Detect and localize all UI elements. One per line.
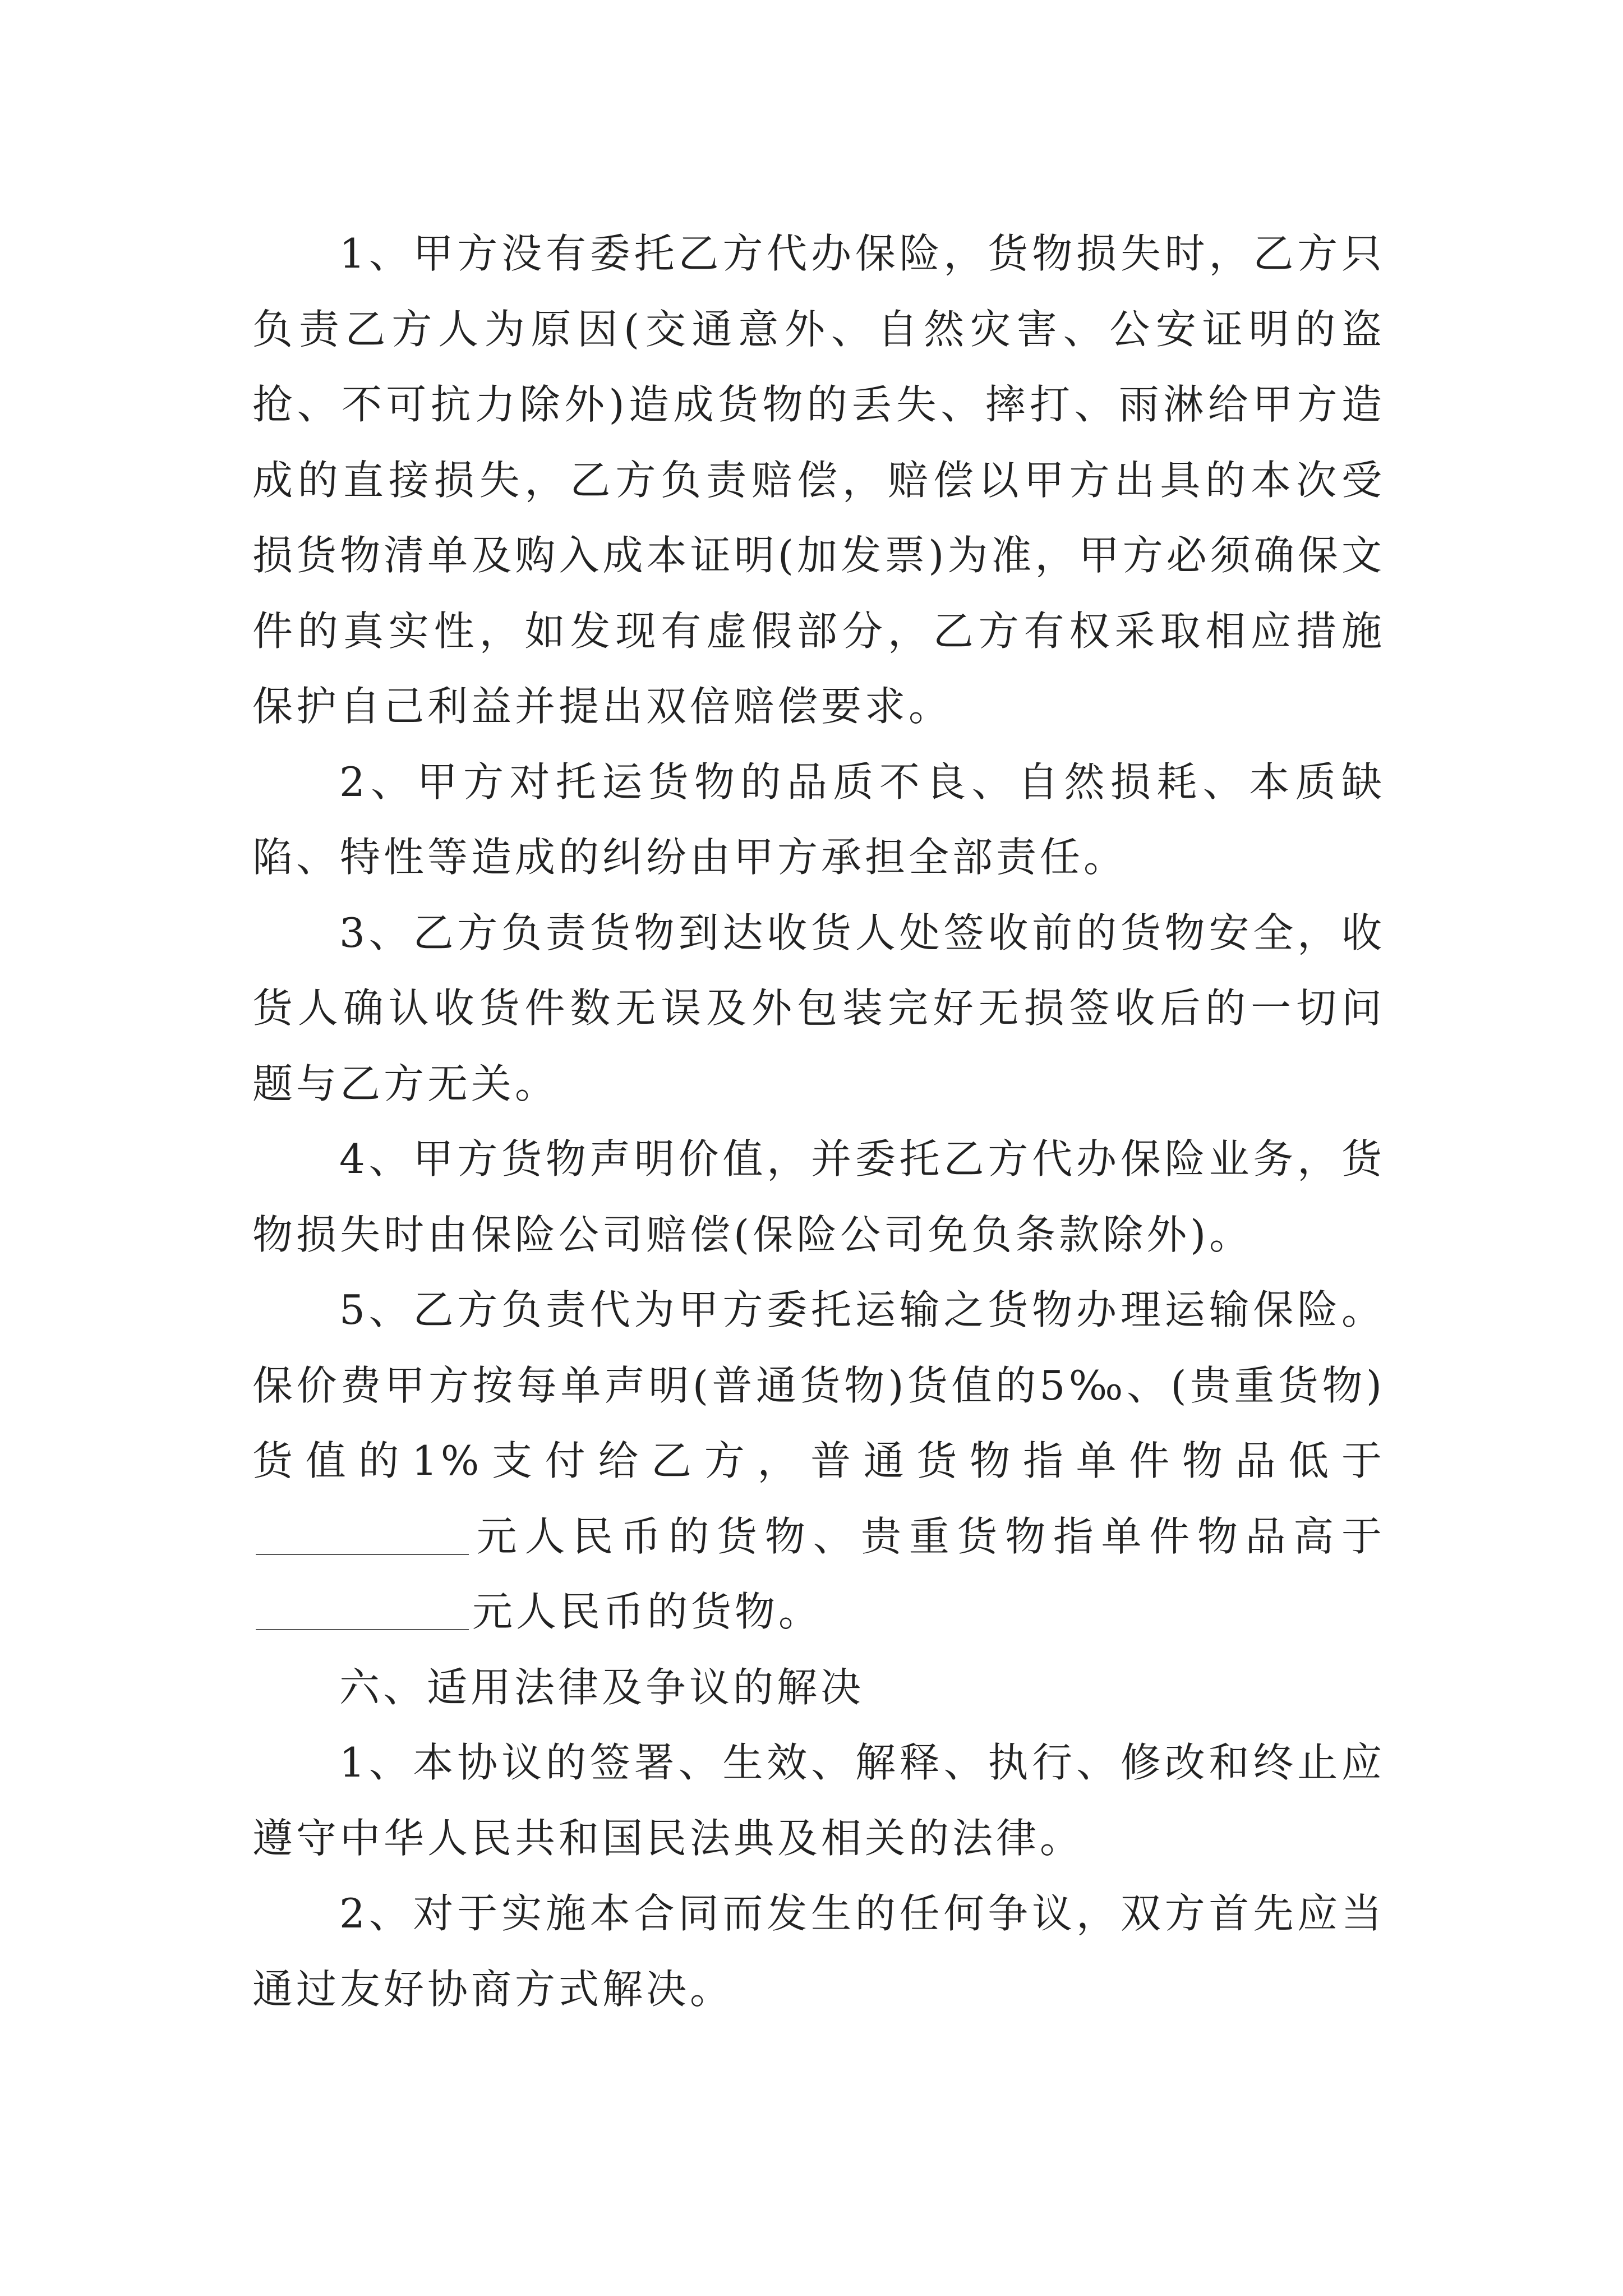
fill-in-blank-low-value[interactable] [256,1513,469,1555]
section-clause-1-paragraph: 1、本协议的签署、生效、解释、执行、修改和终止应遵守中华人民共和国民法典及相关的法律。 [252,1739,1385,1862]
section-clause-2-paragraph: 2、对于实施本合同而发生的任何争议，双方首先应当通过友好协商方式解决。 [252,1890,1385,2013]
fill-in-blank-high-value[interactable] [256,1589,469,1630]
clause-5-text-part2: 元人民币的货物、贵重货物指单件物品高于 [472,1512,1385,1560]
clause-4-paragraph: 4、甲方货物声明价值，并委托乙方代办保险业务，货物损失时由保险公司赔偿(保险公司免负条款除外)。 [252,1135,1385,1258]
clause-1-paragraph: 1、甲方没有委托乙方代办保险，货物损失时，乙方只负责乙方人为原因(交通意外、自然灾害、公安证明的盗抢、不可抗力除外)造成货物的丢失、摔打、雨淋给甲方造成的直接损失，乙方负责赔偿，赔偿以甲方出具的本次受损货物清单及购入成本证明(加发票)为准，甲方必须确保文件的真实性，如发现有虚假部分，乙方有权采取相应措施保护自己利益并提出双倍赔偿要求。 [252,230,1385,730]
clause-5-text-part3: 元人民币的货物。 [472,1588,823,1635]
clause-5-text-part1: 5、乙方负责代为甲方委托运输之货物办理运输保险。保价费甲方按每单声明(普通货物)货值的5‰、(贵重货物)货值的1%支付给乙方，普通货物指单件物品低于 [252,1286,1385,1484]
clause-5-paragraph [252,1272,1385,1650]
clause-2-paragraph: 2、甲方对托运货物的品质不良、自然损耗、本质缺陷、特性等造成的纠纷由甲方承担全部责任。 [252,758,1385,881]
clause-3-paragraph: 3、乙方负责货物到达收货人处签收前的货物安全，收货人确认收货件数无误及外包装完好无损签收后的一切问题与乙方无关。 [252,909,1385,1107]
section-heading: 六、适用法律及争议的解决 [339,1663,865,1711]
document-body [252,216,1385,2027]
